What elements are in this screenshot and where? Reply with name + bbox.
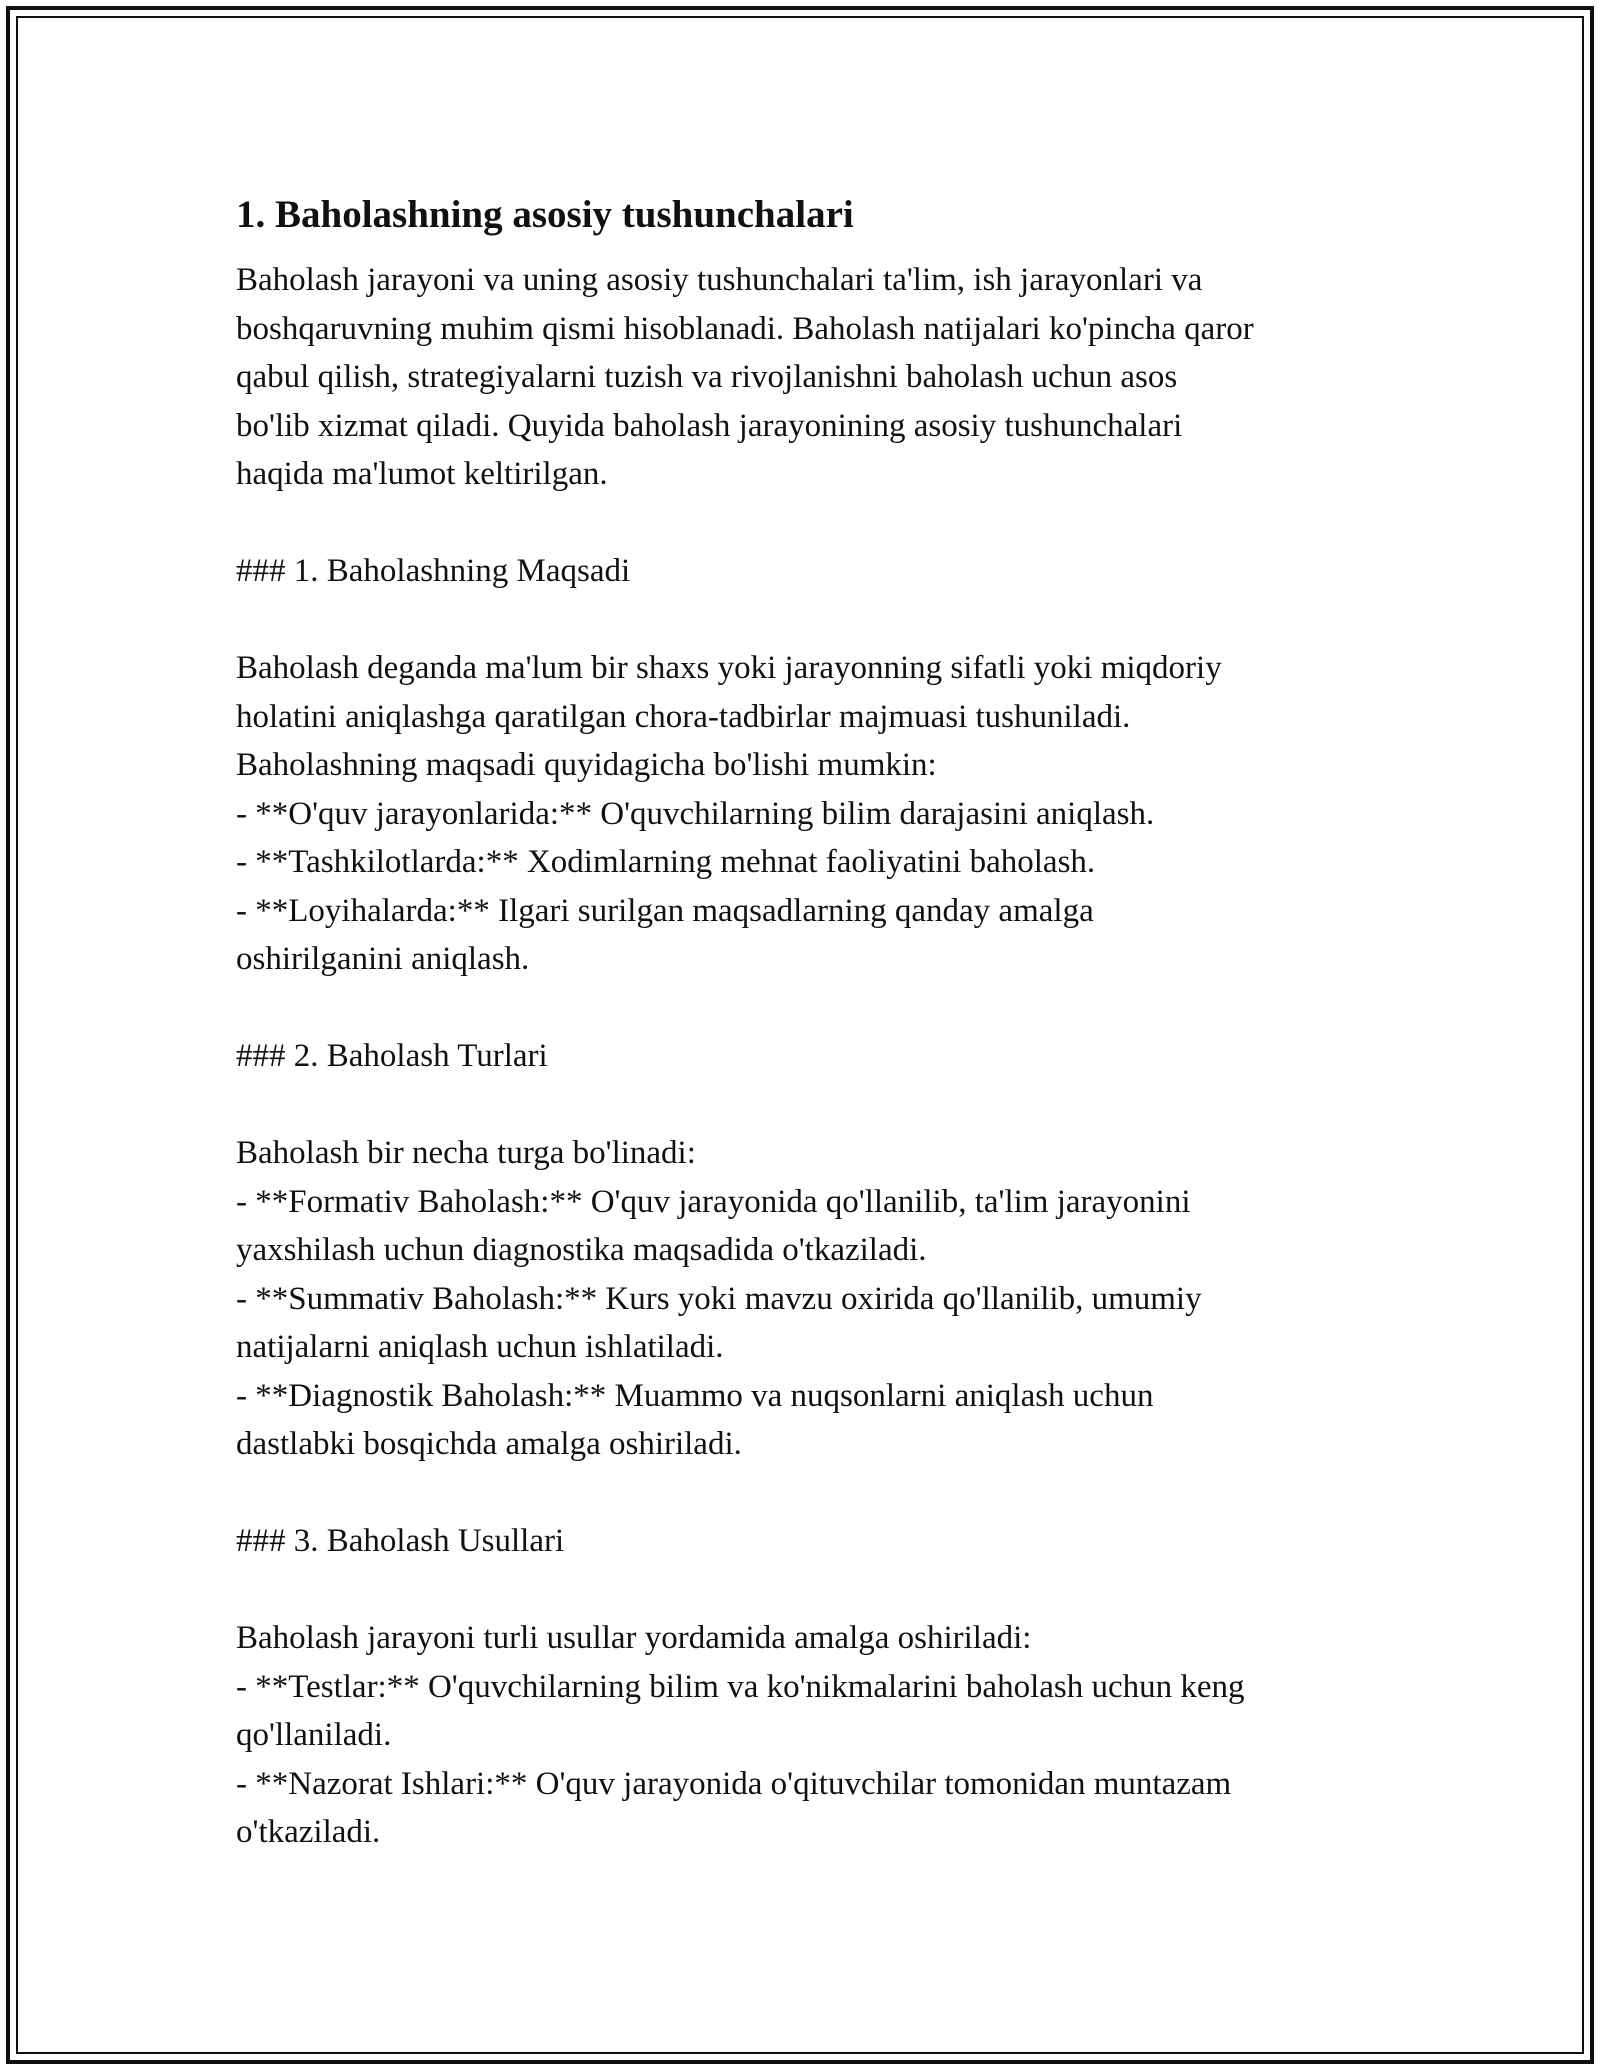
blank-line [236, 596, 1396, 645]
text-line: Baholash bir necha turga bo'linadi: [236, 1135, 696, 1171]
blank-line [236, 1081, 1396, 1130]
blank-line [236, 1469, 1396, 1518]
text-line: - **Diagnostik Baholash:** Muammo va nuqsonlarni aniqlash uchun [236, 1377, 1154, 1414]
blank-line [236, 499, 1396, 548]
text-line: oshirilganini aniqlash. [236, 941, 530, 977]
document-title: 1. Baholashning asosiy tushunchalari [236, 193, 854, 236]
text-line: qo'llaniladi. [236, 1717, 392, 1753]
text-line: haqida ma'lumot keltirilgan. [236, 456, 608, 492]
text-line: boshqaruvning muhim qismi hisoblanadi. Baholash natijalari ko'pincha qaror [236, 310, 1254, 347]
section-heading-line: ### 3. Baholash Usullari [236, 1523, 565, 1559]
text-line: natijalarni aniqlash uchun ishlatiladi. [236, 1329, 724, 1365]
document-body [236, 180, 1396, 1857]
text-line: Baholash jarayoni turli usullar yordamida amalga oshiriladi: [236, 1620, 1032, 1656]
text-line: - **Loyihalarda:** Ilgari surilgan maqsadlarning qanday amalga [236, 892, 1094, 929]
text-line: bo'lib xizmat qiladi. Quyida baholash jarayonining asosiy tushunchalari [236, 407, 1183, 444]
section-heading-line: ### 2. Baholash Turlari [236, 1038, 548, 1074]
text-line: Baholash deganda ma'lum bir shaxs yoki jarayonning sifatli yoki miqdoriy [236, 650, 1222, 686]
text-line: - **Formativ Baholash:** O'quv jarayonida qo'llanilib, ta'lim jarayonini [236, 1183, 1191, 1220]
blank-line [236, 1566, 1396, 1615]
text-line: o'tkaziladi. [236, 1814, 381, 1850]
text-line: qabul qilish, strategiyalarni tuzish va rivojlanishni baholash uchun asos [236, 359, 1178, 395]
text-line: - **Tashkilotlarda:** Xodimlarning mehnat faoliyatini baholash. [236, 844, 1096, 880]
text-line: - **O'quv jarayonlarida:** O'quvchilarning bilim darajasini aniqlash. [236, 795, 1155, 832]
document-text [236, 256, 1396, 1857]
text-line: yaxshilash uchun diagnostika maqsadida o'tkaziladi. [236, 1232, 927, 1268]
text-line: - **Nazorat Ishlari:** O'quv jarayonida o'qituvchilar tomonidan muntazam [236, 1765, 1232, 1802]
text-line: dastlabki bosqichda amalga oshiriladi. [236, 1426, 742, 1462]
text-line: Baholashning maqsadi quyidagicha bo'lishi mumkin: [236, 747, 937, 783]
text-line: holatini aniqlashga qaratilgan chora-tadbirlar majmuasi tushuniladi. [236, 698, 1131, 735]
text-line: Baholash jarayoni va uning asosiy tushunchalari ta'lim, ish jarayonlari va [236, 262, 1203, 298]
text-line: - **Summativ Baholash:** Kurs yoki mavzu oxirida qo'llanilib, umumiy [236, 1280, 1202, 1317]
section-heading-line: ### 1. Baholashning Maqsadi [236, 553, 631, 589]
blank-line [236, 984, 1396, 1033]
text-line: - **Testlar:** O'quvchilarning bilim va ko'nikmalarini baholash uchun keng [236, 1668, 1245, 1705]
